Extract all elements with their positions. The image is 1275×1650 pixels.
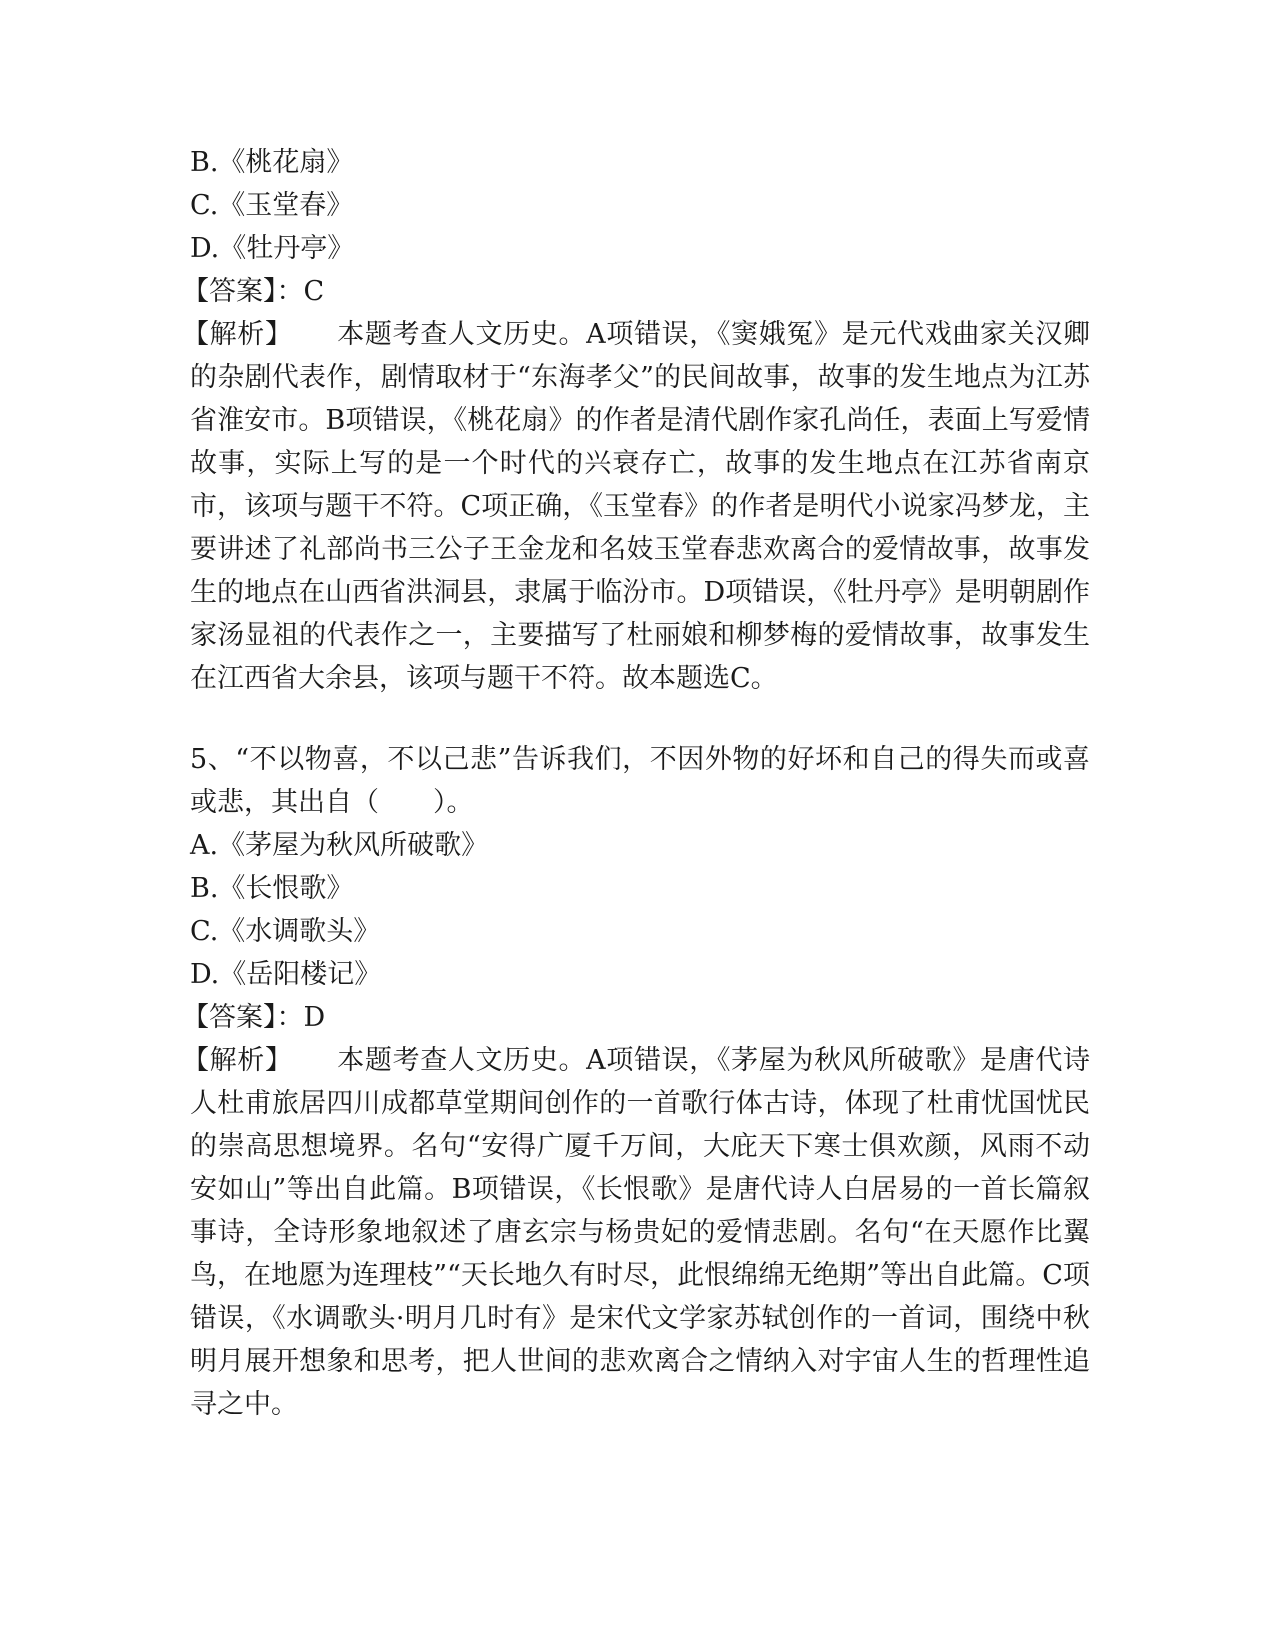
option-d: D.《岳阳楼记》 [190, 959, 382, 990]
answer-value: D [303, 1002, 326, 1033]
option-c: C.《玉堂春》 [190, 190, 354, 221]
analysis-text: 本题考查人文历史。A项错误，《窦娥冤》是元代戏曲家关汉卿的杂剧代表作，剧情取材于“东海孝父”的民间故事，故事的发生地点为江苏省淮安市。B项错误，《桃花扇》的作者是清代剧作家孔尚任，表面上写爱情故事，实际上写的是一个时代的兴衰存亡，故事的发生地点在江苏省南京市，该项与题干不符。C项正确，《玉堂春》的作者是明代小说家冯梦龙，主要讲述了礼部尚书三公子王金龙和名妓玉堂春悲欢离合的爱情故事，故事发生的地点在山西省洪洞县，隶属于临汾市。D项错误，《牡丹亭》是明朝剧作家汤显祖的代表作之一，主要描写了杜丽娘和柳梦梅的爱情故事，故事发生在江西省大余县，该项与题干不符。故本题选C。 [190, 319, 1090, 694]
answer-line [182, 270, 1090, 313]
answer-label: 【答案】 [182, 1002, 277, 1033]
option-b: B.《桃花扇》 [190, 147, 354, 178]
question-4-continued [182, 141, 1090, 700]
question-5 [182, 738, 1090, 1426]
analysis-paragraph [182, 1039, 1090, 1426]
analysis-text: 本题考查人文历史。A项错误，《茅屋为秋风所破歌》是唐代诗人杜甫旅居四川成都草堂期间创作的一首歌行体古诗，体现了杜甫忧国忧民的崇高思想境界。名句“安得广厦千万间，大庇天下寒士俱欢颜，风雨不动安如山”等出自此篇。B项错误，《长恨歌》是唐代诗人白居易的一首长篇叙事诗，全诗形象地叙述了唐玄宗与杨贵妃的爱情悲剧。名句“在天愿作比翼鸟，在地愿为连理枝”“天长地久有时尽，此恨绵绵无绝期”等出自此篇。C项错误，《水调歌头·明月几时有》是宋代文学家苏轼创作的一首词，围绕中秋明月展开想象和思考，把人世间的悲欢离合之情纳入对宇宙人生的哲理性追寻之中。 [190, 1045, 1090, 1420]
answer-separator: ： [276, 1002, 304, 1033]
option-d: D.《牡丹亭》 [190, 233, 355, 264]
question-stem: 5、“不以物喜，不以己悲”告诉我们，不因外物的好坏和自己的得失而或喜或悲，其出自（ ）。 [190, 744, 1090, 818]
analysis-label: 【解析】 [182, 1045, 293, 1076]
answer-label: 【答案】 [182, 276, 277, 307]
analysis-label: 【解析】 [182, 319, 293, 350]
option-c: C.《水调歌头》 [190, 916, 381, 947]
answer-line [182, 996, 1090, 1039]
answer-separator: ： [276, 276, 304, 307]
answer-value: C [303, 276, 325, 307]
option-a: A.《茅屋为秋风所破歌》 [190, 830, 489, 861]
analysis-paragraph [182, 313, 1090, 700]
option-b: B.《长恨歌》 [190, 873, 354, 904]
